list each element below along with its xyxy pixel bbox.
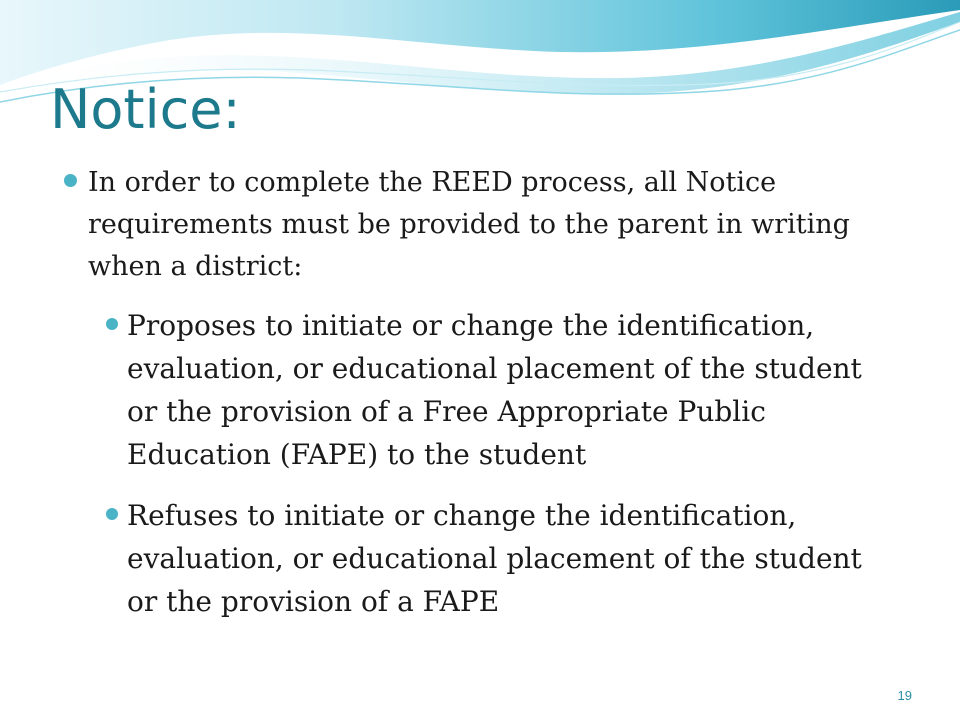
page-number: 19 bbox=[897, 688, 912, 703]
bullet-dot bbox=[64, 174, 77, 187]
slide-title: Notice: bbox=[50, 78, 241, 141]
sub-bullet-item: Proposes to initiate or change the identification, evaluation, or educational placement of the student or the provision of a Free Appropriate Public Education (FAPE) to the student bbox=[127, 309, 862, 471]
bullet-item: In order to complete the REED process, all Notice requirements must be provided to the parent in writing when a district: bbox=[88, 167, 850, 282]
sub-bullet-item: Refuses to initiate or change the identification, evaluation, or educational placement of the student or the provision of a FAPE bbox=[127, 499, 862, 618]
sub-bullet-dot bbox=[106, 318, 118, 330]
sub-bullet-dot bbox=[106, 508, 118, 520]
